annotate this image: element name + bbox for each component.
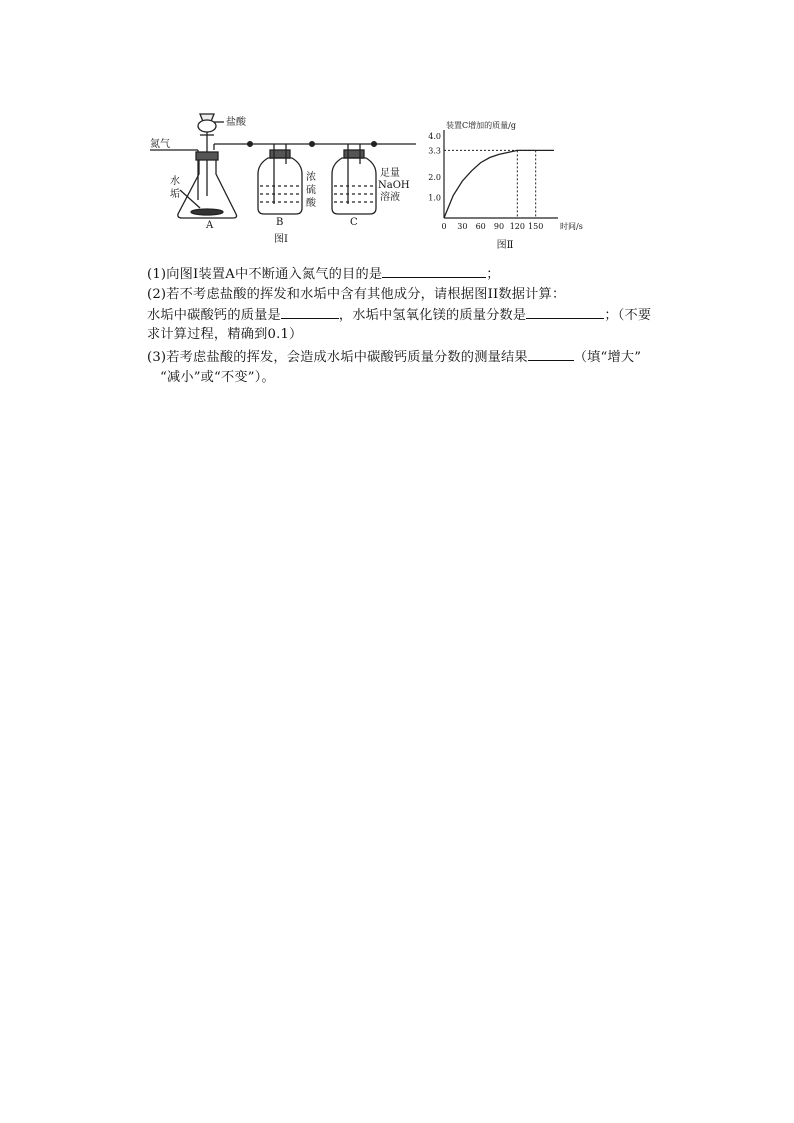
question-3-line-1 [147, 347, 641, 368]
naoh-label-3: 溶液 [380, 192, 400, 203]
scale-label-1: 水 [170, 176, 180, 187]
question-1-end: ； [486, 267, 500, 282]
naoh-label-2: NaOH [378, 180, 410, 191]
question-2-text-a: 水垢中碳酸钙的质量是 [147, 308, 281, 323]
x-tick-label: 0 [441, 222, 447, 231]
nitrogen-label: 氮气 [150, 139, 170, 150]
apparatus-diagram [136, 104, 426, 252]
question-3-text-a: (3)若考虑盐酸的挥发，会造成水垢中碳酸钙质量分数的测量结果 [147, 350, 528, 365]
figure2-caption: 图Ⅱ [496, 240, 514, 251]
data-line [444, 150, 554, 218]
y-axis-label: 装置C增加的质量/g [446, 121, 516, 130]
x-tick-label: 90 [493, 222, 505, 231]
question-3-line-2: “减小”或“不变”）。 [160, 370, 275, 385]
label-a: A [206, 220, 214, 231]
question-2-line-3: 求计算过程，精确到0.1） [147, 327, 303, 342]
y-tick-label: 2.0 [428, 173, 441, 182]
mass-time-chart [426, 112, 583, 254]
x-tick-label: 30 [457, 222, 468, 231]
answer-blank-4[interactable] [528, 347, 574, 361]
h2so4-label-2: 硫 [306, 185, 316, 196]
label-c: C [350, 217, 358, 228]
x-axis-label: 时间/s [560, 222, 583, 231]
h2so4-label-1: 浓 [306, 172, 316, 183]
question-2-text-c: ；（不要 [604, 308, 652, 323]
question-2-line-1: (2)若不考虑盐酸的挥发和水垢中含有其他成分，请根据图II数据计算： [147, 287, 566, 302]
y-tick-label: 3.3 [428, 146, 441, 156]
hcl-label: 盐酸 [226, 117, 246, 128]
x-tick-label: 120 [509, 222, 525, 231]
y-tick-label: 1.0 [428, 193, 441, 203]
answer-blank-2[interactable] [281, 305, 339, 319]
x-tick-label: 150 [528, 222, 544, 231]
answer-blank-3[interactable] [526, 305, 604, 319]
label-b: B [276, 217, 284, 228]
y-tick-label: 4.0 [428, 132, 441, 141]
naoh-label-1: 足量 [380, 168, 400, 179]
scale-label-2: 垢 [170, 189, 180, 200]
question-3-text-b: （填“增大” [573, 350, 642, 365]
answer-blank-1[interactable] [382, 264, 486, 278]
question-1 [147, 264, 500, 285]
question-2-line-2 [147, 305, 651, 326]
x-tick-label: 60 [475, 222, 486, 231]
figure1-caption: 图Ⅰ [274, 234, 288, 245]
question-2-text-b: ，水垢中氢氧化镁的质量分数是 [338, 308, 527, 323]
question-1-text: (1)向图Ⅰ装置A中不断通入氮气的目的是 [147, 267, 383, 282]
h2so4-label-3: 酸 [306, 198, 316, 209]
